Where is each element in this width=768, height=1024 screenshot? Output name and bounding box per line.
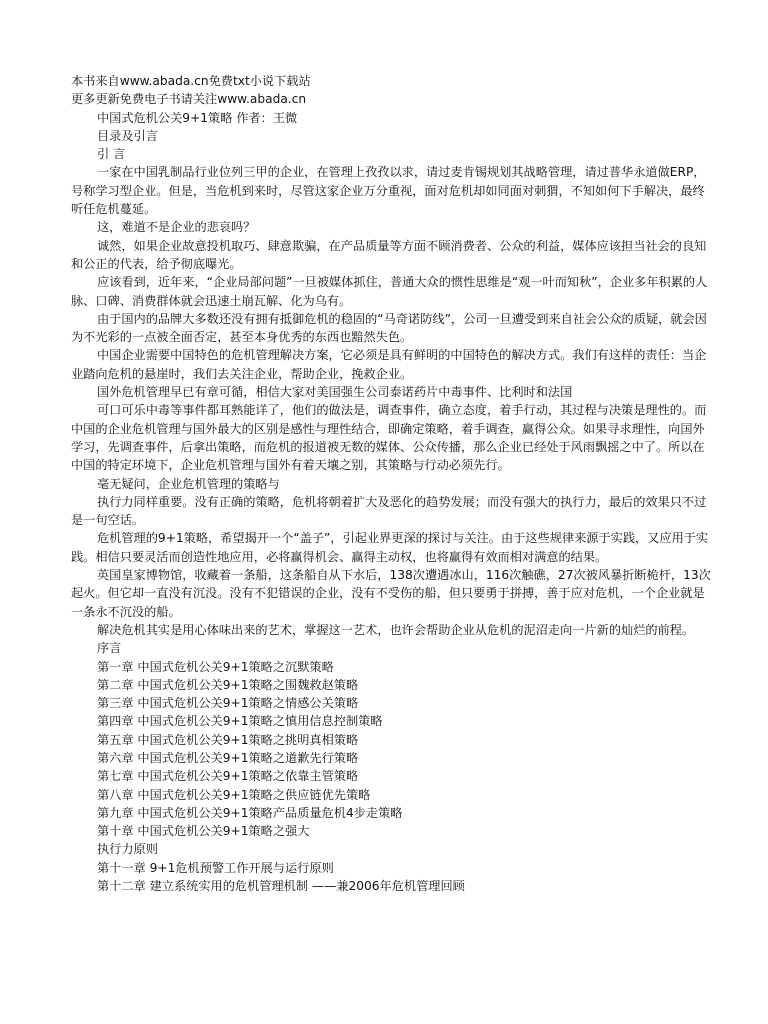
intro-paragraph: 由于国内的品牌大多数还没有拥有抵御危机的稳固的“马奇诺防线”，公司一旦遭受到来自社会公众的质疑，就会因为不光彩的一点被全面否定，甚至本身优秀的东西也黯然失色。 <box>71 311 707 345</box>
source-line: 本书来自www.abada.cn免费txt小说下载站 <box>71 74 311 88</box>
toc-entry: 第十一章 9+1危机预警工作开展与运行原则 <box>97 860 334 875</box>
toc-entry: 第五章 中国式危机公关9+1策略之挑明真相策略 <box>97 732 359 747</box>
intro-paragraph: 英国皇家博物馆，收藏着一条船，这条船自从下水后，138次遭遇冰山，116次触礁，27次被风暴折断桅杆，13次起火。但它却一直没有沉没。没有不犯错误的企业，没有不受伤的船，但只要勇于拼搏，善于应对危机，一个企业就是一条永不沉没的船。 <box>71 568 711 619</box>
document-page <box>71 72 711 895</box>
toc-heading: 目录及引言 <box>97 128 158 143</box>
intro-paragraph: 可口可乐中毒等事件都耳熟能详了，他们的做法是，调查事件，确立态度，着手行动，其过程与决策是理性的。而中国的企业危机管理与国外最大的区别是感性与理性结合，即确定策略，着手调查，赢得公众。如果寻求理性，向国外学习，先调查事件，后拿出策略，而危机的报道被无数的媒体、公众传播，那么企业已经处于风雨飘摇之中了。所以在中国的特定环境下，企业危机管理与国外有着天壤之别，其策略与行动必须先行。 <box>71 403 707 473</box>
toc-entry: 第十二章 建立系统实用的危机管理机制 ——兼2006年危机管理回顾 <box>97 879 465 894</box>
book-title-line: 中国式危机公关9+1策略 作者：王微 <box>97 110 298 125</box>
toc-entry: 序言 <box>97 641 122 656</box>
toc-entry: 第二章 中国式危机公关9+1策略之围魏救赵策略 <box>97 677 359 692</box>
intro-paragraph: 解决危机其实是用心体味出来的艺术，掌握这一艺术，也许会帮助企业从危机的泥沼走向一片新的灿烂的前程。 <box>97 622 695 637</box>
toc-entry: 第十章 中国式危机公关9+1策略之强大 <box>97 824 310 839</box>
toc-entry: 第四章 中国式危机公关9+1策略之慎用信息控制策略 <box>97 714 383 729</box>
intro-paragraph: 危机管理的9+1策略，希望揭开一个“盖子”，引起业界更深的探讨与关注。由于这些规律来源于实践，又应用于实践。相信只要灵活而创造性地应用，必将赢得机会、赢得主动权，也将赢得有效而相对满意的结果。 <box>71 531 709 564</box>
toc-entry: 第九章 中国式危机公关9+1策略产品质量危机4步走策略 <box>97 805 403 820</box>
intro-paragraph: 应该看到，近年来，“企业局部问题”一旦被媒体抓住，普通大众的惯性思维是“观一叶而知秋”，企业多年积累的人脉、口碑、消费群体就会迅速土崩瓦解、化为乌有。 <box>71 275 708 308</box>
intro-paragraph: 诚然，如果企业故意投机取巧、肆意欺骗，在产品质量等方面不顾消费者、公众的利益，媒体应该担当社会的良知和公正的代表，给予彻底曝光。 <box>71 238 707 271</box>
toc-entry: 第七章 中国式危机公关9+1策略之依靠主管策略 <box>97 769 359 784</box>
toc-entry: 第八章 中国式危机公关9+1策略之供应链优先策略 <box>97 787 371 802</box>
intro-paragraph: 国外危机管理早已有章可循，相信大家对美国强生公司泰诺药片中毒事件、比利时和法国 <box>97 385 573 400</box>
toc-entry: 第六章 中国式危机公关9+1策略之道歉先行策略 <box>97 750 359 765</box>
intro-paragraph: 中国企业需要中国特色的危机管理解决方案，它必须是具有鲜明的中国特色的解决方式。我们有这样的责任：当企业踏向危机的悬崖时，我们去关注企业，帮助企业，挽救企业。 <box>71 348 707 381</box>
intro-paragraph: 一家在中国乳制品行业位列三甲的企业，在管理上孜孜以求，请过麦肯锡规划其战略管理，请过普华永道做ERP，号称学习型企业。但是，当危机到来时，尽管这家企业万分重视，面对危机却如同面对刺猬，不知如何下手解决，最终听任危机蔓延。 <box>71 165 706 217</box>
intro-paragraph: 执行力同样重要。没有正确的策略，危机将朝着扩大及恶化的趋势发展；而没有强大的执行力，最后的效果只不过是一句空话。 <box>71 494 707 528</box>
toc-entry: 执行力原则 <box>97 842 158 857</box>
toc-entry: 第三章 中国式危机公关9+1策略之情感公关策略 <box>97 696 359 711</box>
intro-paragraph: 毫无疑问，企业危机管理的策略与 <box>97 476 280 491</box>
intro-heading: 引 言 <box>97 147 126 162</box>
toc-entry: 第一章 中国式危机公关9+1策略之沉默策略 <box>97 659 334 674</box>
more-books-line: 更多更新免费电子书请关注www.abada.cn <box>71 92 307 107</box>
intro-paragraph: 这，难道不是企业的悲哀吗？ <box>97 220 256 235</box>
